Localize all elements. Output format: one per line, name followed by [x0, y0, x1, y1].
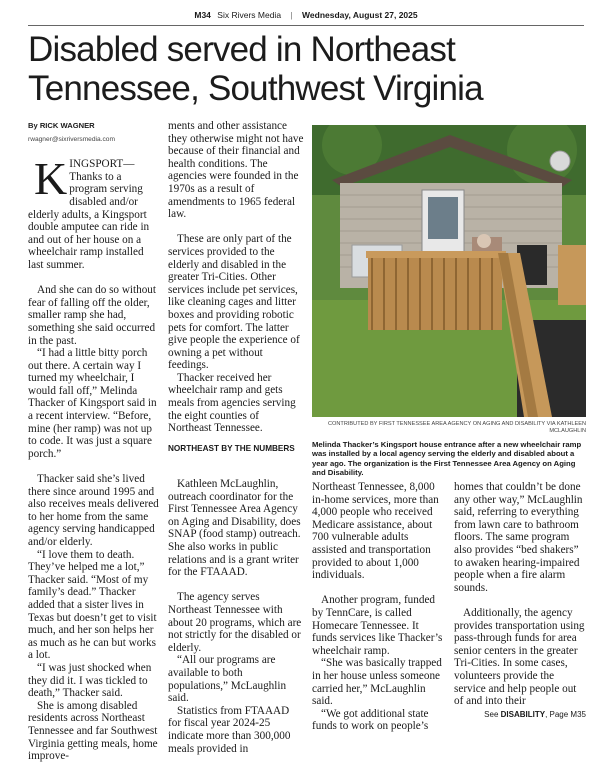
jump-line[interactable] [454, 709, 586, 722]
paragraph: She is among disabled residents across Northeast Tennessee and far Southwest Virginia getting meals, home improve- [28, 699, 158, 763]
jump-keyword: DISABILITY [500, 709, 546, 719]
paragraph: Thacker said she’s lived there since around 1995 and also receives meals delivered to her home from the same agency serving handicapped and/or elderly. [28, 473, 159, 548]
paragraph: Northeast Tennessee, 8,000 in-home services, more than 4,000 people who received Medicare assistance, about 700 vulnerable adults assisted and transportation provided to about 1,000 individuals. [312, 481, 439, 582]
photo-credit: CONTRIBUTED BY FIRST TENNESSEE AREA AGENCY ON AGING AND DISABILITY VIA KATHLEEN MCLAUGHLIN [327, 421, 586, 434]
page-header [0, 0, 612, 34]
header-separator: | [290, 10, 293, 20]
paragraph: “She was basically trapped in her house unless someone carried her,” McLaughlin said. [312, 657, 442, 708]
jump-prefix: See [484, 709, 499, 719]
drop-cap: K [34, 153, 68, 205]
paragraph: “I had a little bitty porch out there. A certain way I turned my wheelchair, I would fall off,” Melinda Thacker of Kingsport said in a recent interview. “Before, mine (her ramp) was not up to code. It was just a square porch.” [28, 347, 157, 460]
paragraph: “All our programs are available to both populations,” McLaughlin said. [168, 654, 287, 705]
section-subhead: NORTHEAST BY THE NUMBERS [168, 443, 295, 453]
house-ramp-photo [312, 125, 586, 417]
paragraph: “I love them to death. They’ve helped me a lot,” Thacker said. “Most of my family’s dead.” Thacker added that a sister lives in Texas but doesn’t get to visit much, and her son helps her as much as he can but works a lot. [28, 548, 157, 662]
paragraph: “We got additional state funds to work on people’s [312, 707, 429, 733]
issue-date: Wednesday, August 27, 2025 [302, 10, 418, 20]
photo-caption: Melinda Thacker’s Kingsport house entrance after a new wheelchair ramp was installed by a local agency serving the elderly and disabled about a year ago. The organization is the First Tennessee Area Agency on Aging and Disability. [312, 440, 582, 478]
paragraph: And she can do so without fear of falling off the older, smaller ramp she had, something she said occurred in the past. [28, 284, 157, 347]
paragraph: Kathleen McLaughlin, outreach coordinator for the First Tennessee Area Agency on Aging and Disability, does SNAP (food stamp) outreach. She also works in public relations and is a grant writer for the FTAAAD. [168, 478, 301, 579]
paragraph: “I was just shocked when they did it. I was tickled to death,” Thacker said. [28, 661, 152, 700]
column-3 [312, 481, 444, 733]
author-email: rwagner@sixriversmedia.com [28, 135, 115, 143]
header-line [0, 10, 612, 20]
paragraph: The agency serves Northeast Tennessee with about 20 programs, which are not strictly for the disabled or elderly. [168, 591, 302, 654]
paragraph: Statistics from FTAAAD for fiscal year 2024-25 indicate more than 300,000 meals provided in [168, 704, 291, 755]
header-rule [28, 25, 584, 26]
column-4 [454, 481, 586, 721]
paragraph: homes that couldn’t be done any other way,” McLaughlin said, referring to everything from lawn care to bathroom floors. The same program also provides “bed shakers” to awaken hearing-impaired people when a fire alarm sounds. [454, 481, 583, 594]
publication-name: Six Rivers Media [217, 10, 282, 20]
jump-page: , Page M35 [545, 709, 586, 719]
byline: By RICK WAGNER [28, 121, 95, 130]
paragraph: Thacker received her wheelchair ramp and gets meals from agencies serving the eight counties of Northeast Tennessee. [168, 371, 296, 435]
article-photo [312, 125, 586, 417]
paragraph: These are only part of the services provided to the elderly and disabled in the greater Tri-Cities. Other services include pet services, like cleaning cages and litter boxes and providing robotic pets for comfort. The latter give people the experience of owning a pet without feedings. [168, 233, 300, 372]
article-headline: Disabled served in Northeast Tennessee, Southwest Virginia [28, 30, 483, 108]
paragraph: Additionally, the agency provides transportation using pass-through funds for area senior centers in the greater Tri-Cities. In some cases, volunteers provide the service and help people out of and into their [454, 606, 585, 708]
paragraph: KINGSPORT—Thanks to a program serving disabled and/or elderly adults, a Kingsport double amputee can ride in and out of her house on a wheelchair ramp installed last summer. [28, 153, 150, 271]
column-1 [28, 120, 160, 763]
paragraph: ments and other assistance they otherwise might not have because of their financial and health conditions. The agencies were founded in the 1970s as a result of amendments to 1965 federal law. [168, 120, 304, 221]
paragraph: Another program, funded by TennCare, is called Homecare Tennessee. It funds services like Thacker’s wheelchair ramp. [312, 594, 443, 657]
column-2 [168, 120, 304, 755]
page-number: M34 [194, 10, 211, 20]
